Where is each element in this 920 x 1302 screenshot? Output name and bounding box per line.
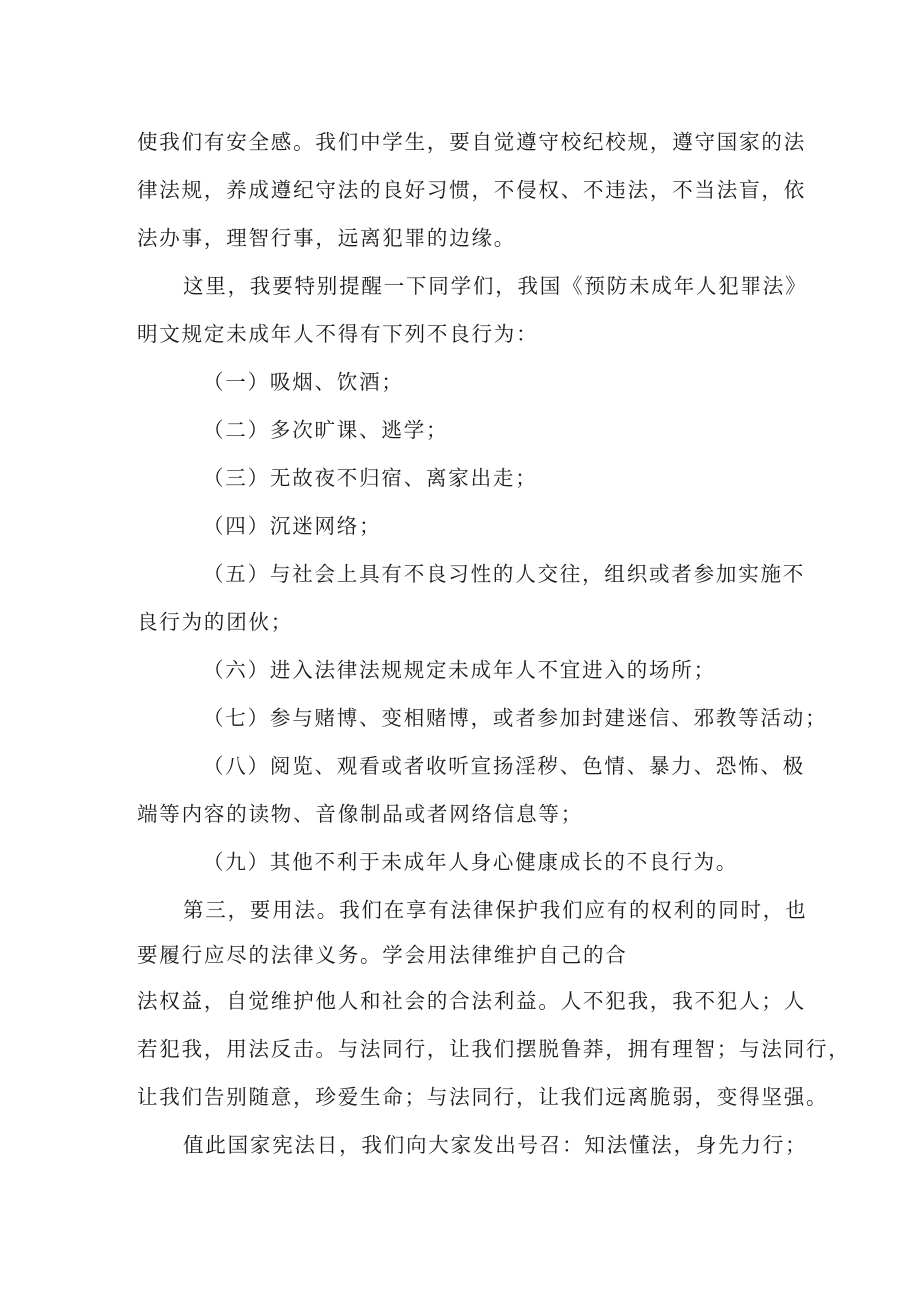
list-item-continuation: 良行为的团伙； xyxy=(137,610,294,634)
text-line: 法权益，自觉维护他人和社会的合法利益。人不犯我，我不犯人；人 xyxy=(137,989,806,1013)
document-body xyxy=(137,118,851,1169)
list-item: （九）其他不利于未成年人身心健康成长的不良行为。 xyxy=(203,850,739,874)
list-item: （三）无故夜不归宿、离家出走； xyxy=(203,466,538,490)
text-line: 让我们告别随意，珍爱生命；与法同行，让我们远离脆弱，变得坚强。 xyxy=(137,1085,829,1109)
text-line: 使我们有安全感。我们中学生，要自觉遵守校纪校规，遵守国家的法 xyxy=(137,130,806,154)
paragraph-start: 这里，我要特别提醒一下同学们，我国《预防未成年人犯罪法》 xyxy=(183,274,808,298)
text-line: 明文规定未成年人不得有下列不良行为： xyxy=(137,322,539,346)
text-line: 若犯我，用法反击。与法同行，让我们摆脱鲁莽，拥有理智；与法同行， xyxy=(137,1037,851,1061)
text-line: 要履行应尽的法律义务。学会用法律维护自己的合 xyxy=(137,943,628,967)
list-item: （一）吸烟、饮酒； xyxy=(203,370,404,394)
text-line: 律法规，养成遵纪守法的良好习惯，不侵权、不违法，不当法盲，依 xyxy=(137,178,806,202)
paragraph-start: 第三，要用法。我们在享有法律保护我们应有的权利的同时，也 xyxy=(183,898,808,922)
list-item: （七）参与赌博、变相赌博，或者参加封建迷信、邪教等活动； xyxy=(203,706,828,730)
list-item: （二）多次旷课、逃学； xyxy=(203,418,449,442)
text-line: 法办事，理智行事，远离犯罪的边缘。 xyxy=(137,226,517,250)
list-item-continuation: 端等内容的读物、音像制品或者网络信息等； xyxy=(137,802,583,826)
list-item: （五）与社会上具有不良习性的人交往，组织或者参加实施不 xyxy=(203,562,806,586)
list-item: （六）进入法律法规规定未成年人不宜进入的场所； xyxy=(203,658,716,682)
paragraph-start: 值此国家宪法日，我们向大家发出号召：知法懂法，身先力行； xyxy=(183,1133,808,1157)
list-item: （四）沉迷网络； xyxy=(203,514,382,538)
list-item: （八）阅览、观看或者收听宣扬淫秽、色情、暴力、恐怖、极 xyxy=(203,754,806,778)
